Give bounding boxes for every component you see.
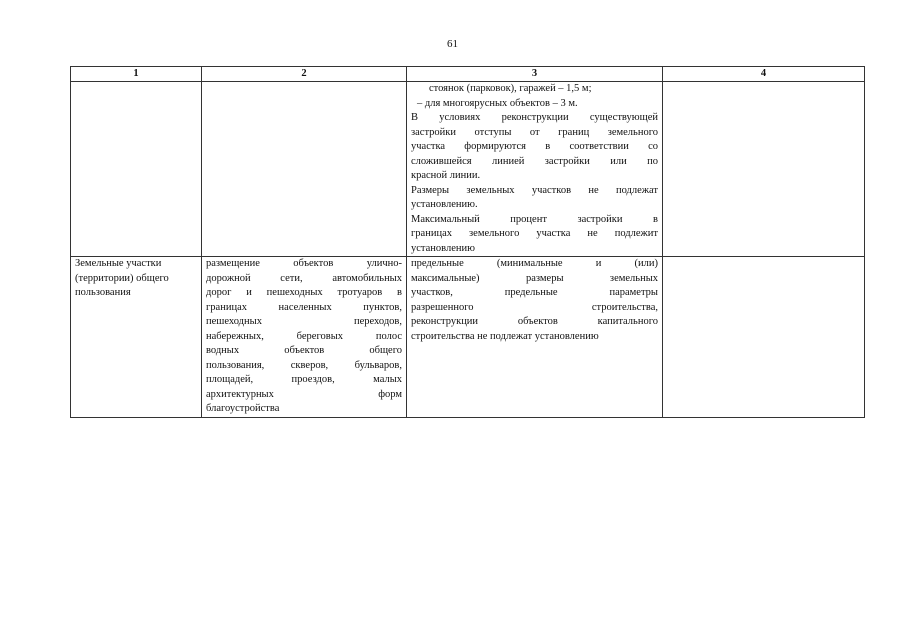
text-line: границах земельного участка не подлежит (411, 228, 658, 239)
column-header-3: 3 (407, 67, 663, 82)
text-line: дорожной сети, автомобильных (206, 272, 402, 284)
row2-col4-cell (663, 257, 865, 418)
text-line: В условиях реконструкции существующей (411, 112, 658, 123)
text-line: застройки отступы от границ земельного (411, 126, 658, 138)
row1-col4-cell (663, 82, 865, 257)
row1-col3-cell (407, 82, 663, 257)
text-line: разрешенного строительства, (411, 301, 658, 313)
text-line: стоянок (парковок), гаражей – 1,5 м; (429, 83, 592, 94)
text-line: Максимальный процент застройки в (411, 213, 658, 225)
text-line: участков, предельные параметры (411, 287, 658, 298)
text-line: реконструкции объектов капитального (411, 316, 658, 327)
text-line: пользования, скверов, бульваров, (206, 359, 402, 371)
text-line: границах населенных пунктов, (206, 301, 402, 313)
row1-col1-cell (71, 82, 202, 257)
text-line: участка формируются в соответствии со (411, 141, 658, 152)
row2-col3-cell (407, 257, 663, 418)
text-line: площадей, проездов, малых (206, 374, 402, 385)
page-number: 61 (447, 38, 458, 50)
text-line: строительства не подлежат установлению (411, 330, 599, 342)
table-header-row (71, 67, 865, 82)
text-line: дорог и пешеходных тротуаров в (206, 287, 402, 298)
text-line: сложившейся линией застройки или по (411, 155, 658, 167)
text-line: пешеходных переходов, (206, 316, 402, 327)
text-line: (территории) общего (75, 272, 169, 284)
table-row-continuation (71, 82, 865, 257)
row2-col2-cell (202, 257, 407, 418)
column-header-4: 4 (663, 67, 865, 82)
text-line: Земельные участки (75, 258, 162, 269)
text-line: установлению. (411, 199, 478, 210)
text-line: набережных, береговых полос (206, 330, 402, 342)
text-line: установлению (411, 242, 475, 254)
column-header-1: 1 (71, 67, 202, 82)
zoning-table (70, 66, 865, 418)
table-row-public-land (71, 257, 865, 418)
row1-col2-cell (202, 82, 407, 257)
text-line: красной линии. (411, 170, 481, 181)
text-line: архитектурных форм (206, 388, 402, 400)
text-line: максимальные) размеры земельных (411, 272, 658, 284)
text-line: Размеры земельных участков не подлежат (411, 184, 658, 196)
text-line: – для многоярусных объектов – 3 м. (417, 97, 578, 109)
column-header-2: 2 (202, 67, 407, 82)
text-line: благоустройства (206, 403, 280, 414)
text-line: размещение объектов улично- (206, 258, 402, 269)
text-line: пользования (75, 287, 131, 298)
text-line: водных объектов общего (206, 345, 402, 356)
text-line: предельные (минимальные и (или) (411, 258, 658, 269)
row2-col1-cell (71, 257, 202, 418)
